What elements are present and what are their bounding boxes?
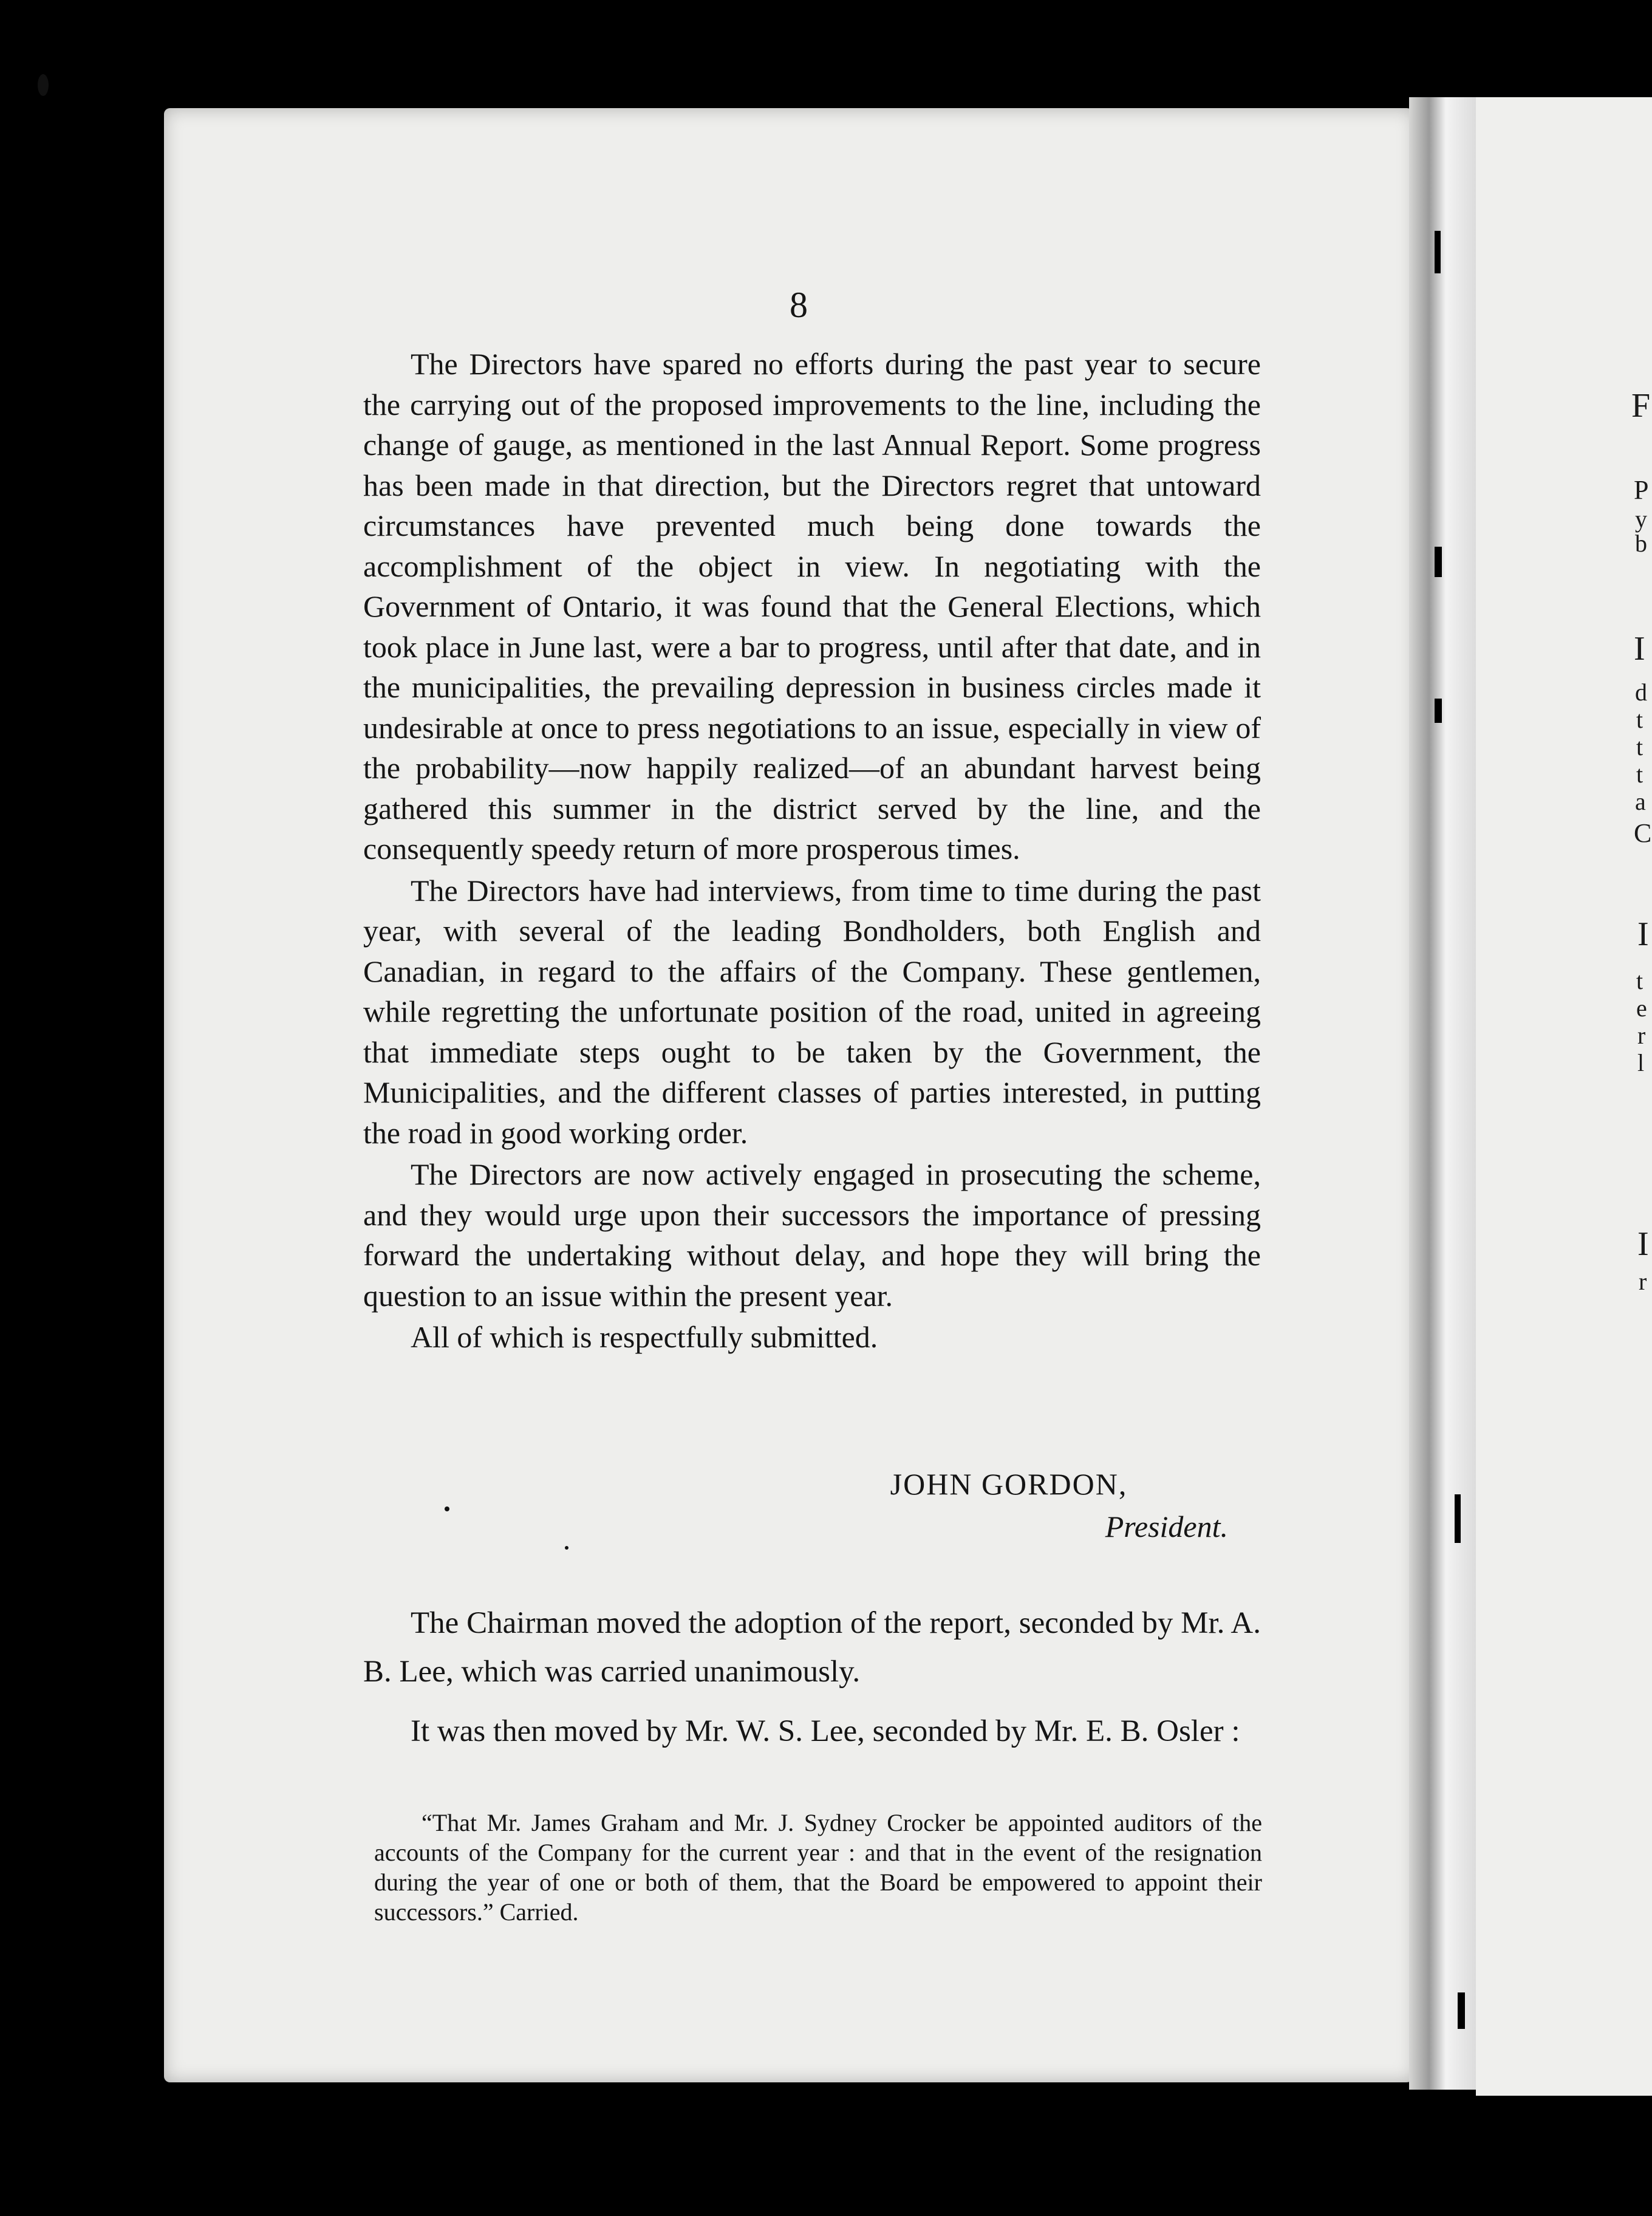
binding-mark: [1435, 699, 1442, 723]
report-body: [363, 344, 1261, 1358]
adjacent-page-letter: t: [1636, 967, 1643, 994]
report-paragraph: The Directors are now actively engaged in prosecuting the scheme, and they would urge upon their successors the importance of pressing forward the undertaking without delay, and hope they will bring the question to an issue within the present year.: [363, 1157, 1261, 1313]
adjacent-page-letter: I: [1637, 915, 1649, 953]
adjacent-page-letter: t: [1636, 733, 1643, 761]
adjacent-page-letter: y: [1635, 505, 1647, 533]
adjacent-page-letter: C: [1634, 818, 1652, 848]
adjacent-page-letter: I: [1637, 1225, 1649, 1263]
adjacent-page: [1476, 97, 1652, 2096]
adjacent-page-letter: b: [1635, 530, 1647, 557]
adjacent-page-letter: e: [1636, 994, 1647, 1022]
signature-block: [790, 1463, 1228, 1548]
binding-mark: [1458, 1992, 1465, 2029]
adjacent-page-letter: l: [1637, 1049, 1645, 1076]
resolution-text: “That Mr. James Graham and Mr. J. Sydney Crocker be appointed auditors of the accounts of the Company for the current year : and that in the event of the resignation during the year of one or both of them, that the Board be empowered to appoint their successors.” Carried.: [374, 1809, 1262, 1926]
adjacent-page-letter: P: [1634, 475, 1649, 505]
scan-speck: [565, 1546, 568, 1550]
signatory-title: President.: [1105, 1510, 1228, 1544]
scan-speck: [38, 74, 49, 96]
page-number: 8: [790, 285, 808, 325]
signatory-name: JOHN GORDON,: [890, 1467, 1128, 1501]
adjacent-page-letter: d: [1635, 679, 1647, 706]
motion-paragraph: The Chairman moved the adoption of the report, seconded by Mr. A. B. Lee, which was carried unanimously.: [363, 1606, 1261, 1689]
report-paragraph: The Directors have had interviews, from time to time during the past year, with several of the leading Bondholders, both English and Canadian, in regard to the affairs of the Company. These gentlemen, while regretting the unfortunate position of the road, united in agreeing that immediate steps ought to be taken by the Government, the Municipalities, and the different classes of parties interested, in putting the road in good working order.: [363, 873, 1261, 1150]
adjacent-page-letter: t: [1636, 761, 1643, 788]
adjacent-page-letter: F: [1631, 387, 1651, 425]
adjacent-page-letter: a: [1635, 788, 1646, 815]
report-paragraph: The Directors have spared no efforts during the past year to secure the carrying out of the proposed improvements to the line, including the change of gauge, as mentioned in the last Annual Report. Some progress has been made in that direction, but the Directors regret that untoward circumstances have prevented much being done towards the accomplishment of the object in view. In negotiating with the Government of Ontario, it was found that the General Elections, which took place in June last, were a bar to progress, until after that date, and in the municipalities, the prevailing depression in business circles made it undesirable at once to press negotiations to an issue, especially in view of the probability—now happily realized—of an abundant harvest being gathered this summer in the district served by the line, and the consequently speedy return of more prosperous times.: [363, 347, 1261, 866]
adjacent-page-letter: r: [1639, 1268, 1647, 1295]
motion-paragraph: It was then moved by Mr. W. S. Lee, seconded by Mr. E. B. Osler :: [411, 1714, 1240, 1748]
binding-mark: [1455, 1494, 1461, 1543]
adjacent-page-letter: t: [1636, 706, 1643, 733]
book-gutter: [1409, 97, 1476, 2090]
adjacent-page-letter: r: [1637, 1022, 1646, 1049]
closing-line: All of which is respectfully submitted.: [411, 1320, 878, 1354]
binding-mark: [1435, 547, 1442, 577]
adjacent-page-letter: I: [1634, 630, 1645, 668]
binding-mark: [1435, 231, 1441, 273]
scan-speck: [445, 1506, 449, 1511]
